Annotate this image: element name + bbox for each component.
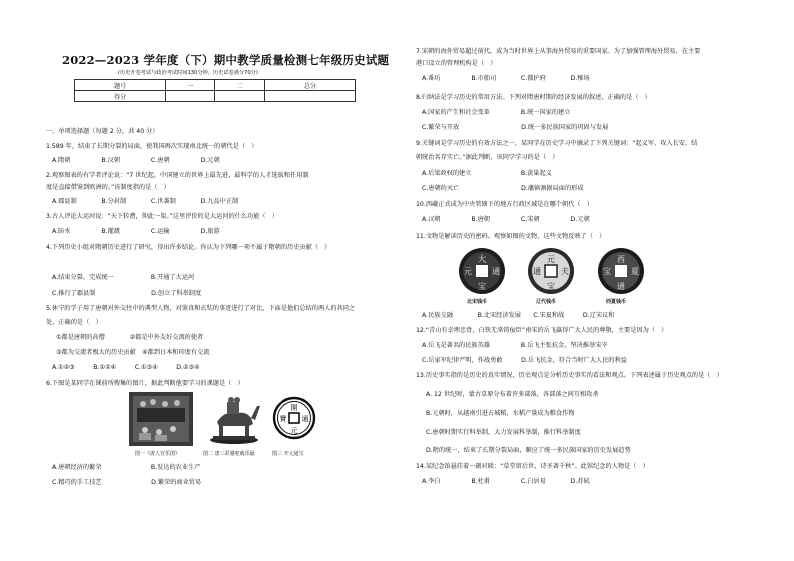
- question-line: 9.关键词是学习历史的有效方法之一，某同学在历史学习中摘录了下列关键词：“起义军、攻入长安、结: [416, 140, 698, 147]
- coin-char: 元: [547, 255, 555, 264]
- painting-image: [129, 392, 193, 446]
- coin-char: 元: [290, 427, 298, 435]
- question-line: 13.历史事实指的是历史的真实情况，历史观点是分析历史事实的看法和观点。下列表述属于历史观点的是（ ）: [416, 372, 723, 379]
- coin-char: 元: [464, 267, 472, 276]
- coin-image-liao: [526, 246, 576, 296]
- option-line: A.隋朝 B.汉朝 C.唐朝 D.元朝: [52, 157, 220, 164]
- question-line: 3.古人评论大运河说：“天下转漕，仰此一渠。”这里评价的是大运河的什么功能（ ）: [46, 213, 278, 220]
- coin-char: 大: [477, 255, 487, 265]
- image-caption: 图一《唐人宫乐图》: [135, 451, 181, 457]
- coin-char: 夫: [561, 267, 569, 276]
- question-line: 6.下图是某同学在课前所搜集的图片，据此判断他要学习的课题是（ ）: [46, 380, 244, 387]
- score-cell[interactable]: [215, 91, 264, 102]
- right-page: [397, 0, 794, 561]
- score-cell[interactable]: [166, 91, 215, 102]
- score-header-cell: 总分: [264, 80, 355, 91]
- section-title: 一、单项选择题（每题 2 分，共 40 分）: [46, 128, 159, 135]
- kaiyuan-coin-image: [272, 396, 316, 440]
- coin-image-northern-song: [457, 246, 507, 296]
- coin-char: 夏: [631, 267, 639, 276]
- question-line: 10.西藏正式成为中央管辖下的地方行政区域是在哪个朝代（ ）: [416, 201, 593, 208]
- coin-char: 宝: [547, 282, 555, 291]
- coin-char: 通: [533, 267, 541, 276]
- score-header-cell: 一: [166, 80, 215, 91]
- question-line: 11.文物是解读历史的密码。观察如图的文物，这些文物反映了（ ）: [416, 233, 606, 240]
- coin-char: 宝: [478, 282, 486, 291]
- option-line: A.番坊 B.市舶司 C.都护府 D.榷场: [422, 75, 590, 82]
- coin-caption: 北宋钱币: [467, 299, 488, 305]
- option-line: A.结束分裂，完成统一 B.开通了大运河: [52, 274, 195, 281]
- coin-caption: 西夏钱币: [606, 299, 627, 305]
- coin-image-western-xia: [596, 246, 646, 296]
- statement-line: ①都是唐朝的高僧 ②都是中外友好交流的使者: [56, 334, 204, 341]
- question-line: 5.休宁的学子用了唐朝对外交往中的典型人物，对鉴真和玄奘的事迹进行了对比，下面是他们总结的两人的共同之: [46, 305, 356, 312]
- option-line: A.后梁政权的建立 B.黄巢起义: [422, 170, 552, 177]
- question-line: 12.“青山有幸埋忠骨，白铁无辜铸佞臣”南宋的岳飞赢得广大人民的尊敬，主要是因为（ ）: [416, 327, 668, 334]
- coin-char: 西: [617, 255, 625, 264]
- exam-note: (历史开卷考试与政治考试时间130分钟，历史试卷满分70分): [118, 70, 258, 76]
- score-header-cell: 题号: [75, 80, 166, 91]
- score-table: [74, 79, 356, 102]
- option-line: A.防水 B.灌溉 C.运输 D.旅游: [52, 228, 220, 235]
- coin-char: 通: [492, 267, 500, 276]
- option-line: A.李白 B.杜甫 C.白居易 D.苏轼: [422, 478, 590, 485]
- question-line: 4.下列历史小组对隋朝历史进行了研究，得出许多结论。你认为下列哪一项不属于隋朝的历史贡献（ ）: [46, 244, 331, 251]
- option-line: C.唐朝的灭亡 D.藩镇割据局面的形成: [422, 185, 584, 192]
- question-line: 度是直接借鉴到欧洲的。”该制度指的是（ ）: [46, 184, 170, 191]
- score-row-label: 得分: [75, 91, 166, 102]
- option-line: A.国家的产生和社会变革 B.统一国家的建立: [422, 109, 571, 116]
- image-caption: 图三 开元通宝: [272, 451, 304, 457]
- option-line: A. 12 世纪时，蒙古草原分布着许多部落，各部落之间互相攻杀: [426, 391, 599, 398]
- question-line: 1.589 年，结束了长期分裂的局面，使我国再次实现南北统一的朝代是（ ）: [46, 143, 258, 150]
- option-line: C.岳家军纪律严明，作战勇敢 D.岳飞抗金，符合当时广大人民的利益: [422, 357, 627, 364]
- question-line: 7.宋朝的海外贸易超过前代，成为当时世界上从事海外贸易的重要国家。为了加强管理海外贸易，在主要: [416, 48, 701, 55]
- question-line: 处，正确的是（ ）: [46, 319, 102, 326]
- question-line: 朝统治名存实亡。”据此判断，该同学学习的是（ ）: [416, 154, 559, 161]
- option-line: A.汉朝 B.唐朝 C.宋朝 D.元朝: [422, 216, 590, 223]
- option-line: A.①②③ B.①②④ C.①③④ D.②③④: [52, 364, 200, 371]
- question-line: 2.观察图表的有学者评论说：“7 世纪起，中国建立的世界上最先进、最科学的人才选拔和任用制: [46, 172, 309, 179]
- option-line: A.唐朝经济的繁荣 B.发达的农业生产: [52, 464, 201, 471]
- question-line: 8.归纳法是学习历史的常用方法。下列对隋唐时期的经济发展的叙述，正确的是（ ）: [416, 94, 651, 101]
- coin-caption: 辽代钱币: [536, 299, 557, 305]
- option-line: C.繁荣与开放 D.统一多民族国家的巩固与发展: [422, 124, 609, 131]
- option-line: A.民族交融 B.北宋经济发展 C.宋夏和战 D.辽宋议和: [422, 312, 615, 319]
- exam-title: 2022—2023 学年度（下）期中教学质量检测七年级历史试题: [62, 53, 390, 67]
- option-line: A.郡县制 B.分封制 C.世袭制 D.九品中正制: [52, 198, 239, 205]
- camel-figurine-image: [205, 392, 263, 446]
- coin-char: 寶: [279, 415, 287, 423]
- score-header-cell: 二: [215, 80, 264, 91]
- statement-line: ③都为交流者极大的历史贡献 ④都到日本和印度有交流: [56, 349, 210, 356]
- question-line: 14.某纪念馆悬挂着一副对联：“草堂留后世，诗圣著千秋”。此馆纪念的人物是（ ）: [416, 463, 649, 470]
- coin-char: 開: [290, 404, 298, 412]
- coin-char: 宝: [603, 267, 611, 276]
- coin-char: 通: [617, 282, 625, 291]
- question-line: 港口设立的管理机构是（ ）: [416, 60, 497, 67]
- option-line: C.推行了郡县制 D.创立了科举制度: [52, 290, 202, 297]
- score-cell[interactable]: [264, 91, 355, 102]
- option-line: A.岳飞是著名的民族英雄 B.岳飞主张抗金，坚决推举宋宰: [422, 342, 608, 349]
- option-line: C.精巧的手工技艺 D.繁荣的商业贸易: [52, 479, 202, 486]
- option-line: B.元朝时，从越南引进占城稻，水稻产量成为粮食作物: [426, 410, 575, 417]
- option-line: D.隋的统一，结束了长期分裂局面，顺应了统一多民族国家的历史发展趋势: [426, 447, 631, 454]
- option-line: C.唐朝时期实行科举制，大力发展科举制，推行科举制度: [426, 429, 581, 436]
- image-caption: 图二 唐三彩骆驼载乐俑: [203, 451, 255, 457]
- coin-char: 通: [301, 415, 309, 423]
